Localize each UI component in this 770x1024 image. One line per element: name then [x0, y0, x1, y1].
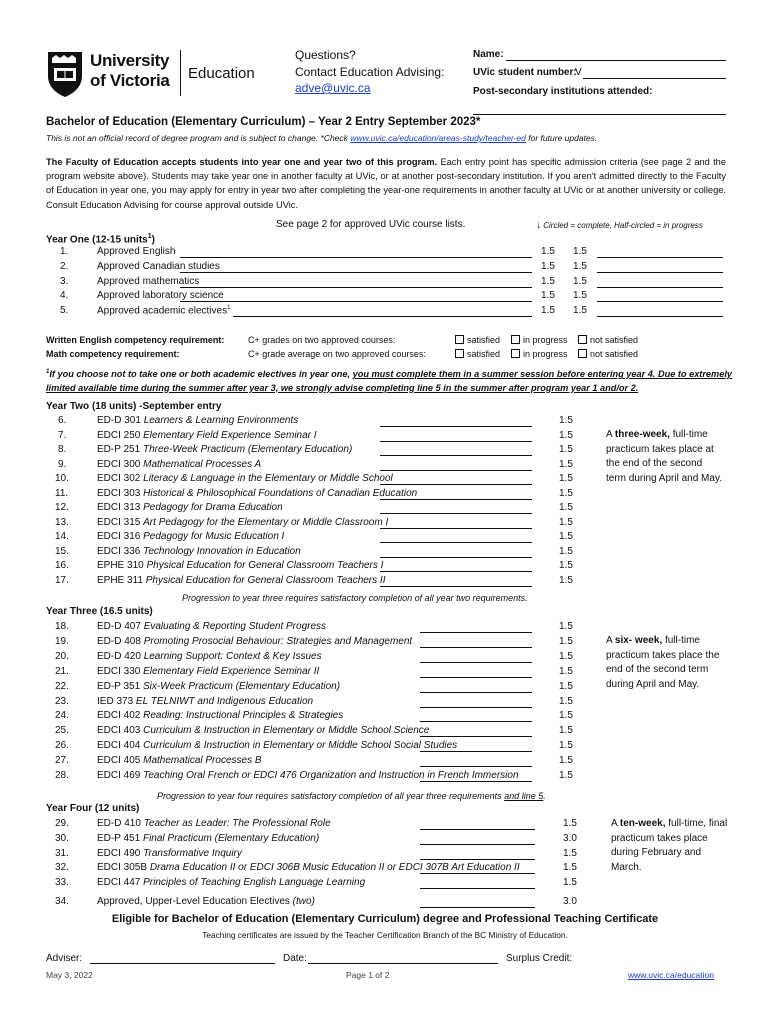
year_three-row-line[interactable]: [420, 751, 532, 752]
year_two-row-units: 1.5: [559, 574, 573, 586]
year_two-row-code: EDCI 313: [97, 502, 141, 513]
uvic-crest-icon: [46, 50, 84, 98]
year_four-row-course: [97, 833, 319, 844]
year-one-row-title: [97, 290, 224, 301]
year_two-row-units: 1.5: [559, 502, 573, 513]
year_two-row-line[interactable]: [380, 586, 532, 587]
year-one-row-units: 1.5: [541, 246, 555, 257]
year_three-row-code: ED-D 407: [97, 621, 141, 632]
year_two-row-number: 14.: [55, 531, 69, 542]
year_two-row-number: 13.: [55, 516, 69, 528]
year-three-progression: [157, 791, 546, 801]
year_two-row-code: EDCI 250: [97, 429, 141, 441]
year_three-row-code: ED-D 420: [97, 650, 141, 662]
year_four-row-line[interactable]: [420, 907, 535, 908]
y3-prog-and: and line 5: [504, 791, 544, 801]
year_two-row-code: EPHE 310: [97, 560, 144, 571]
year_two-row-number: 10.: [55, 473, 69, 484]
year_two-row-line[interactable]: [380, 426, 532, 427]
logo-line1: University: [90, 51, 170, 70]
footer-page: Page 1 of 2: [346, 970, 390, 980]
year_three-row-title: Evaluating & Reporting Student Progress: [143, 621, 327, 632]
year-one-row-course-field[interactable]: [597, 301, 723, 302]
year-one-row-course-field[interactable]: [597, 257, 723, 258]
intro-rest: Each entry point has specific admission criteria (see page 2 and the program website above). Students may take year one in another faculty at UVic, or at another post-secondary institution. If you aren't admitted directly to the Faculty of Education in year one, you may apply for entry in year two after completing the year-one requirements in another faculty at UVic or at another university or college. Consult Education Advising for course approval outside UVic.: [46, 157, 726, 210]
year_two-row-units: 1.5: [559, 444, 573, 455]
year_four-row-units: 1.5: [563, 847, 577, 859]
year_two-row-course: [97, 531, 284, 542]
year_four-row-number: 30.: [55, 832, 69, 844]
competency-option-label: in progress: [523, 349, 568, 359]
year_two-row-course: [97, 459, 261, 470]
competency-label: Math competency requirement:: [46, 349, 180, 359]
teacher-ed-link[interactable]: www.uvic.ca/education/areas-study/teacher-ed: [350, 133, 526, 143]
checkbox-icon[interactable]: [511, 335, 520, 344]
y4-note-bold: ten-week,: [619, 818, 666, 829]
year_three-row-course: [97, 740, 457, 751]
down-arrow-icon: ↓: [536, 220, 541, 231]
year_four-row-line[interactable]: [420, 844, 535, 845]
year_two-row-code: EDCI 302: [97, 473, 141, 484]
year_two-row-units: 1.5: [559, 415, 573, 426]
year-four-practicum-note: [611, 817, 729, 875]
year_two-row-course: [97, 430, 317, 441]
year_three-row-course: [97, 696, 313, 707]
year_three-row-title: Elementary Field Experience Seminar II: [143, 665, 320, 677]
year_four-row-code: EDCI 447: [97, 877, 141, 889]
year_three-row-code: EDCI 405: [97, 755, 141, 767]
year-one-row-units: 1.5: [541, 275, 555, 287]
year_three-row-line[interactable]: [420, 692, 532, 693]
year_three-row-number: 26.: [55, 740, 69, 752]
name-field[interactable]: [506, 60, 726, 61]
post-secondary-field[interactable]: [473, 114, 726, 115]
year_three-row-code: IED 373: [97, 695, 134, 707]
year_four-row-title: (two): [292, 896, 315, 907]
year_three-row-course: [97, 651, 322, 662]
y2-note-pre: A: [606, 429, 613, 440]
year_four-row-code: Approved, Upper-Level Education Electives: [97, 896, 290, 907]
year_two-row-course: [97, 488, 417, 499]
year_three-row-course: [97, 725, 429, 736]
logo-line2: of Victoria: [90, 71, 170, 90]
competency-option-label: satisfied: [467, 349, 501, 359]
year-one-row-title: [97, 261, 220, 272]
year-one-row-title: [97, 246, 175, 257]
year_three-row-code: ED-P 351: [97, 680, 141, 692]
year_two-row-title: Literacy & Language in the Elementary or Middle School: [143, 473, 393, 484]
date-label: Date:: [283, 953, 307, 964]
year_three-row-line[interactable]: [420, 647, 532, 648]
year_two-row-units: 1.5: [559, 487, 573, 499]
year_three-row-course: [97, 755, 262, 766]
year-one-row-title: [97, 276, 199, 287]
year_two-row-title: Physical Education for General Classroom Teachers I: [146, 560, 384, 571]
year_two-row-line[interactable]: [380, 542, 532, 543]
year_two-row-line[interactable]: [380, 513, 532, 514]
year_three-row-number: 24.: [55, 710, 69, 722]
year_four-row-course: [97, 896, 315, 907]
year_four-row-line[interactable]: [420, 873, 535, 874]
year-one-row-units-alt: 1.5: [573, 275, 587, 287]
year_three-row-code: EDCI 402: [97, 710, 141, 722]
footnote-part1: If you choose not to take one or both academic electives in year one,: [49, 369, 351, 380]
year_three-row-units: 1.5: [559, 621, 573, 632]
year_two-row-course: [97, 502, 283, 513]
checkbox-icon[interactable]: [455, 349, 464, 358]
contact-questions: Questions?: [295, 48, 356, 62]
student-number-field[interactable]: [583, 78, 726, 79]
disclaimer-pre: This is not an official record of degree program and is subject to change. *Check: [46, 133, 348, 143]
year_two-row-units: 1.5: [559, 458, 573, 470]
year_two-row-line[interactable]: [380, 528, 532, 529]
competency-option[interactable]: [455, 349, 500, 359]
name-label: Name:: [473, 49, 504, 60]
year_four-row-units: 3.0: [563, 896, 577, 907]
adviser-field[interactable]: [90, 963, 275, 964]
competency-option-label: in progress: [523, 335, 568, 345]
year_three-row-units: 1.5: [559, 695, 573, 707]
footnote-sup: 1: [46, 369, 50, 375]
year_four-row-title: Teacher as Leader: The Professional Role: [143, 818, 331, 829]
year_two-row-course: [97, 546, 301, 557]
year_two-row-title: Pedagogy for Music Education I: [143, 531, 285, 542]
footer-date: May 3, 2022: [46, 970, 93, 980]
year_three-row-code: EDCI 330: [97, 665, 141, 677]
year-one-row-units-alt: 1.5: [573, 290, 587, 302]
year-one-row-units-alt: 1.5: [573, 246, 587, 257]
year-four-heading: Year Four (12 units): [46, 803, 140, 814]
year_two-row-line[interactable]: [380, 571, 532, 572]
year-one-row-units: 1.5: [541, 290, 555, 302]
year_two-row-units: 1.5: [559, 531, 573, 542]
year_two-row-line[interactable]: [380, 499, 532, 500]
year_three-row-units: 1.5: [559, 635, 573, 647]
year-one-heading-end: ): [151, 234, 155, 246]
year_three-row-units: 1.5: [559, 650, 573, 662]
disclaimer: [46, 133, 597, 143]
year_two-row-units: 1.5: [559, 560, 573, 571]
year_three-row-title: EL TELNIWT and Indigenous Education: [135, 695, 314, 707]
year_two-row-number: 9.: [58, 458, 67, 470]
student-number-label: UVic student number:: [473, 67, 577, 78]
competency-option-label: not satisfied: [590, 349, 639, 359]
year_two-row-title: Mathematical Processes A: [143, 458, 262, 470]
competency-option[interactable]: [578, 335, 638, 345]
competency-option-label: satisfied: [467, 335, 501, 345]
competency-option[interactable]: [511, 335, 568, 345]
y2-note-bold: three-week,: [614, 429, 670, 440]
year-one-row-course-field[interactable]: [597, 316, 723, 317]
year-one-row-line[interactable]: [180, 257, 532, 258]
year_two-row-title: Three-Week Practicum (Elementary Education): [142, 444, 353, 455]
year_two-row-title: Historical & Philosophical Foundations of Canadian Education: [143, 487, 418, 499]
see-page2-note: See page 2 for approved UVic course lists.: [276, 219, 466, 230]
year_two-row-line[interactable]: [380, 557, 532, 558]
year_three-row-number: 28.: [55, 770, 69, 781]
year_three-row-number: 21.: [55, 665, 69, 677]
year_three-row-code: EDCI 469: [97, 770, 141, 781]
intro-paragraph: [46, 155, 726, 212]
year_two-row-title: Physical Education for General Classroom Teachers II: [145, 574, 386, 586]
year-one-row-line[interactable]: [233, 316, 532, 317]
year_four-row-units: 1.5: [563, 877, 577, 889]
year_three-row-code: EDCI 403: [97, 725, 141, 737]
year_three-row-number: 18.: [55, 621, 69, 632]
year-one-row-units-alt: 1.5: [573, 260, 587, 272]
year_two-row-number: 7.: [58, 429, 67, 441]
year_three-row-units: 1.5: [559, 680, 573, 692]
year-one-row-line[interactable]: [180, 287, 532, 288]
year_two-row-course: [97, 473, 393, 484]
logo-dept: Education: [188, 65, 255, 82]
year_two-row-number: 12.: [55, 502, 69, 513]
year_three-row-course: [97, 710, 343, 721]
year_three-row-number: 19.: [55, 635, 69, 647]
year_four-row-code: EDCI 305B: [97, 862, 148, 874]
year_two-row-code: EDCI 336: [97, 545, 141, 557]
year_two-row-line[interactable]: [380, 455, 532, 456]
year-three-heading: Year Three (16.5 units): [46, 606, 153, 617]
year-one-row-number: 4.: [60, 290, 69, 302]
year_two-row-title: Learners & Learning Environments: [143, 415, 299, 426]
year-one-row-units: 1.5: [541, 260, 555, 272]
y3-prog-pre: Progression to year four requires satisfactory completion of all year three requirements: [157, 791, 502, 801]
year_four-row-code: ED-P 451: [97, 832, 141, 844]
year_three-row-number: 27.: [55, 755, 69, 767]
eligible-heading: Eligible for Bachelor of Education (Elementary Curriculum) degree and Professional Teaching Certificate: [111, 913, 659, 925]
student-number-prefix: V: [575, 67, 582, 78]
year_three-row-course: [97, 770, 519, 781]
year_three-row-course: [97, 636, 412, 647]
year_two-row-code: ED-P 251: [97, 444, 141, 455]
year-one-row-number: 2.: [60, 260, 69, 272]
competency-desc: C+ grade average on two approved courses:: [248, 349, 426, 359]
year_three-row-units: 1.5: [559, 710, 573, 722]
contact-advising: Contact Education Advising:: [295, 65, 445, 79]
year-one-row-text: Approved academic electives: [97, 305, 228, 317]
year_two-row-code: EDCI 315: [97, 516, 141, 528]
logo-divider: [180, 50, 181, 96]
date-field[interactable]: [308, 963, 498, 964]
year_three-row-units: 1.5: [559, 725, 573, 737]
competency-option-label: not satisfied: [590, 335, 639, 345]
year_four-row-title: Principles of Teaching English Language Learning: [143, 877, 366, 889]
year_two-row-units: 1.5: [559, 545, 573, 557]
legend: [536, 220, 703, 231]
year_three-row-line[interactable]: [420, 736, 532, 737]
year_two-row-units: 1.5: [559, 473, 573, 484]
year_three-row-line[interactable]: [420, 781, 532, 782]
year_four-row-code: ED-D 410: [97, 818, 141, 829]
year_three-row-line[interactable]: [420, 662, 532, 663]
year_two-row-course: [97, 444, 352, 455]
competency-option[interactable]: [455, 335, 500, 345]
year_three-row-title: Promoting Prosocial Behaviour: Strategies and Management: [143, 635, 413, 647]
year_four-row-number: 32.: [55, 862, 69, 874]
year_four-row-number: 34.: [55, 896, 69, 907]
year_three-row-title: Six-Week Practicum (Elementary Education): [142, 680, 341, 692]
year-one-row-text: Approved laboratory science: [97, 290, 224, 302]
year_three-row-units: 1.5: [559, 740, 573, 752]
year_four-row-number: 31.: [55, 847, 69, 859]
certificates-note: Teaching certificates are issued by the Teacher Certification Branch of the BC Ministry of Education.: [202, 930, 568, 940]
footnote-part2: you must complete them in a summer session before entering year 4. Due to extremely limited available time during the summer after year 3, we strongly advise completing line 5 in the summer after program year 1 and/or 2.: [46, 369, 732, 393]
year_two-row-title: Technology Innovation in Education: [143, 545, 301, 557]
year_two-row-course: [97, 575, 385, 586]
year_two-row-line[interactable]: [380, 470, 532, 471]
year-one-row-number: 3.: [60, 275, 69, 287]
surplus-label: Surplus Credit:: [506, 953, 573, 964]
year_three-row-number: 20.: [55, 650, 69, 662]
page-title: Bachelor of Education (Elementary Curriculum) – Year 2 Entry September 2023*: [46, 116, 481, 128]
competency-option[interactable]: [578, 349, 638, 359]
year_two-row-course: [97, 560, 383, 571]
y2-note-rest: full-time practicum takes place at the end of the second term during April and May.: [606, 429, 722, 484]
year_four-row-course: [97, 862, 520, 873]
year_three-row-units: 1.5: [559, 770, 573, 781]
year-one-row-number: 1.: [60, 246, 69, 257]
year_two-row-number: 17.: [55, 574, 69, 586]
year-one-row-line[interactable]: [180, 301, 532, 302]
year_three-row-line[interactable]: [420, 677, 532, 678]
y4-note-pre: A: [611, 818, 618, 829]
year_three-row-title: Learning Support: Context & Key Issues: [143, 650, 322, 662]
year-one-row-units: 1.5: [541, 305, 555, 317]
year-one-row-title: [97, 305, 230, 316]
year_two-row-number: 8.: [58, 444, 67, 455]
year-one-row-text: Approved mathematics: [97, 275, 200, 287]
post-secondary-label: Post-secondary institutions attended:: [473, 86, 653, 97]
adviser-label: Adviser:: [46, 953, 83, 964]
year_three-row-title: Curriculum & Instruction in Elementary or Middle School Science: [143, 725, 430, 737]
competency-option[interactable]: [511, 349, 568, 359]
year-two-heading: Year Two (18 units) -September entry: [46, 401, 222, 412]
year_two-row-code: EDCI 300: [97, 458, 141, 470]
year_three-row-line[interactable]: [420, 707, 532, 708]
year-one-row-text: Approved Canadian studies: [97, 260, 220, 272]
year_four-row-code: EDCI 490: [97, 847, 141, 859]
year-one-row-course-field[interactable]: [597, 287, 723, 288]
year_three-row-title: Teaching Oral French or EDCI 476 Organization and Instruction in French Immersion: [143, 770, 519, 781]
year_four-row-title: Final Practicum (Elementary Education): [142, 832, 320, 844]
year_two-row-number: 11.: [55, 487, 69, 499]
disclaimer-post: for future updates.: [528, 133, 598, 143]
year_four-row-number: 29.: [55, 818, 69, 829]
year_four-row-line[interactable]: [420, 888, 535, 889]
competency-desc: C+ grades on two approved courses:: [248, 335, 396, 345]
year-two-practicum-note: [606, 428, 724, 486]
year_two-row-code: ED-D 301: [97, 415, 141, 426]
year_three-row-line[interactable]: [420, 766, 532, 767]
year_three-row-title: Mathematical Processes B: [143, 755, 262, 767]
checkbox-icon[interactable]: [578, 335, 587, 344]
year-one-row-course-field[interactable]: [597, 272, 723, 273]
year_four-row-title: Drama Education II or EDCI 306B Music Education II or EDCI 307B Art Education II: [149, 862, 520, 874]
legend-text: Circled = complete, Half-circled = in progress: [543, 221, 703, 230]
y3-note-pre: A: [606, 635, 613, 646]
year_two-row-number: 16.: [55, 560, 69, 571]
footer-url-link[interactable]: www.uvic.ca/education: [628, 970, 714, 980]
year_four-row-title: Transformative Inquiry: [143, 847, 242, 859]
year_four-row-units: 1.5: [563, 862, 577, 874]
year-one-heading-text: Year One (12-15 units: [46, 234, 148, 246]
year_two-row-units: 1.5: [559, 429, 573, 441]
year_three-row-number: 25.: [55, 725, 69, 737]
uvic-logo: [46, 50, 256, 98]
year_four-row-line[interactable]: [420, 859, 535, 860]
checkbox-icon[interactable]: [578, 349, 587, 358]
checkbox-icon[interactable]: [511, 349, 520, 358]
year-three-practicum-note: [606, 634, 724, 692]
year_three-row-title: Reading: Instructional Principles & Strategies: [143, 710, 344, 722]
year_two-row-units: 1.5: [559, 516, 573, 528]
year_three-row-course: [97, 666, 319, 677]
year_two-row-title: Art Pedagogy for the Elementary or Middle Classroom I: [143, 516, 389, 528]
y3-note-bold: six- week,: [614, 635, 663, 646]
year-one-row-number: 5.: [60, 305, 69, 317]
year_three-row-units: 1.5: [559, 755, 573, 767]
y4-note-rest: full-time, final practicum takes place during February and March.: [611, 818, 728, 873]
year_two-row-title: Pedagogy for Drama Education: [143, 502, 283, 513]
year_two-row-course: [97, 415, 298, 426]
year_two-row-title: Elementary Field Experience Seminar I: [143, 429, 317, 441]
year-one-row-line[interactable]: [180, 272, 532, 273]
year-one-row-sup: 1: [227, 305, 231, 312]
year_four-row-course: [97, 848, 242, 859]
year_four-row-number: 33.: [55, 877, 69, 889]
year-one-heading-sup: 1: [147, 233, 152, 240]
year_two-row-number: 15.: [55, 545, 69, 557]
advising-email-link[interactable]: adve@uvic.ca: [295, 81, 371, 95]
year_three-row-title: Curriculum & Instruction in Elementary or Middle School Social Studies: [143, 740, 458, 752]
y3-note-rest: full-time practicum takes place the end of the second term during April and May.: [606, 635, 720, 690]
year_three-row-number: 23.: [55, 695, 69, 707]
year_three-row-units: 1.5: [559, 665, 573, 677]
year_three-row-code: EDCI 404: [97, 740, 141, 752]
year_four-row-course: [97, 818, 331, 829]
checkbox-icon[interactable]: [455, 335, 464, 344]
footnote: [46, 366, 736, 395]
intro-bold: The Faculty of Education accepts students into year one and year two of this program.: [46, 157, 438, 167]
year_two-row-line[interactable]: [380, 441, 532, 442]
year-one-row-text: Approved English: [97, 246, 176, 257]
year-one-heading: [46, 233, 155, 245]
competency-label: Written English competency requirement:: [46, 335, 225, 345]
year-two-progression: Progression to year three requires satisfactory completion of all year two requirements.: [182, 593, 528, 603]
year_two-row-line[interactable]: [380, 484, 532, 485]
year_four-row-line[interactable]: [420, 829, 535, 830]
year_three-row-number: 22.: [55, 680, 69, 692]
y3-prog-end: .: [543, 791, 546, 801]
year_three-row-line[interactable]: [420, 632, 532, 633]
year_two-row-code: EDCI 303: [97, 487, 141, 499]
year_two-row-code: EDCI 316: [97, 531, 141, 542]
year_four-row-course: [97, 877, 365, 888]
year_three-row-course: [97, 621, 326, 632]
year_two-row-code: EPHE 311: [97, 574, 143, 586]
year_four-row-units: 1.5: [563, 818, 577, 829]
year_three-row-line[interactable]: [420, 721, 532, 722]
year_two-row-course: [97, 517, 388, 528]
year_two-row-number: 6.: [58, 415, 67, 426]
year_four-row-units: 3.0: [563, 832, 577, 844]
year_three-row-course: [97, 681, 340, 692]
year-one-row-units-alt: 1.5: [573, 305, 587, 317]
year_three-row-code: ED-D 408: [97, 635, 141, 647]
